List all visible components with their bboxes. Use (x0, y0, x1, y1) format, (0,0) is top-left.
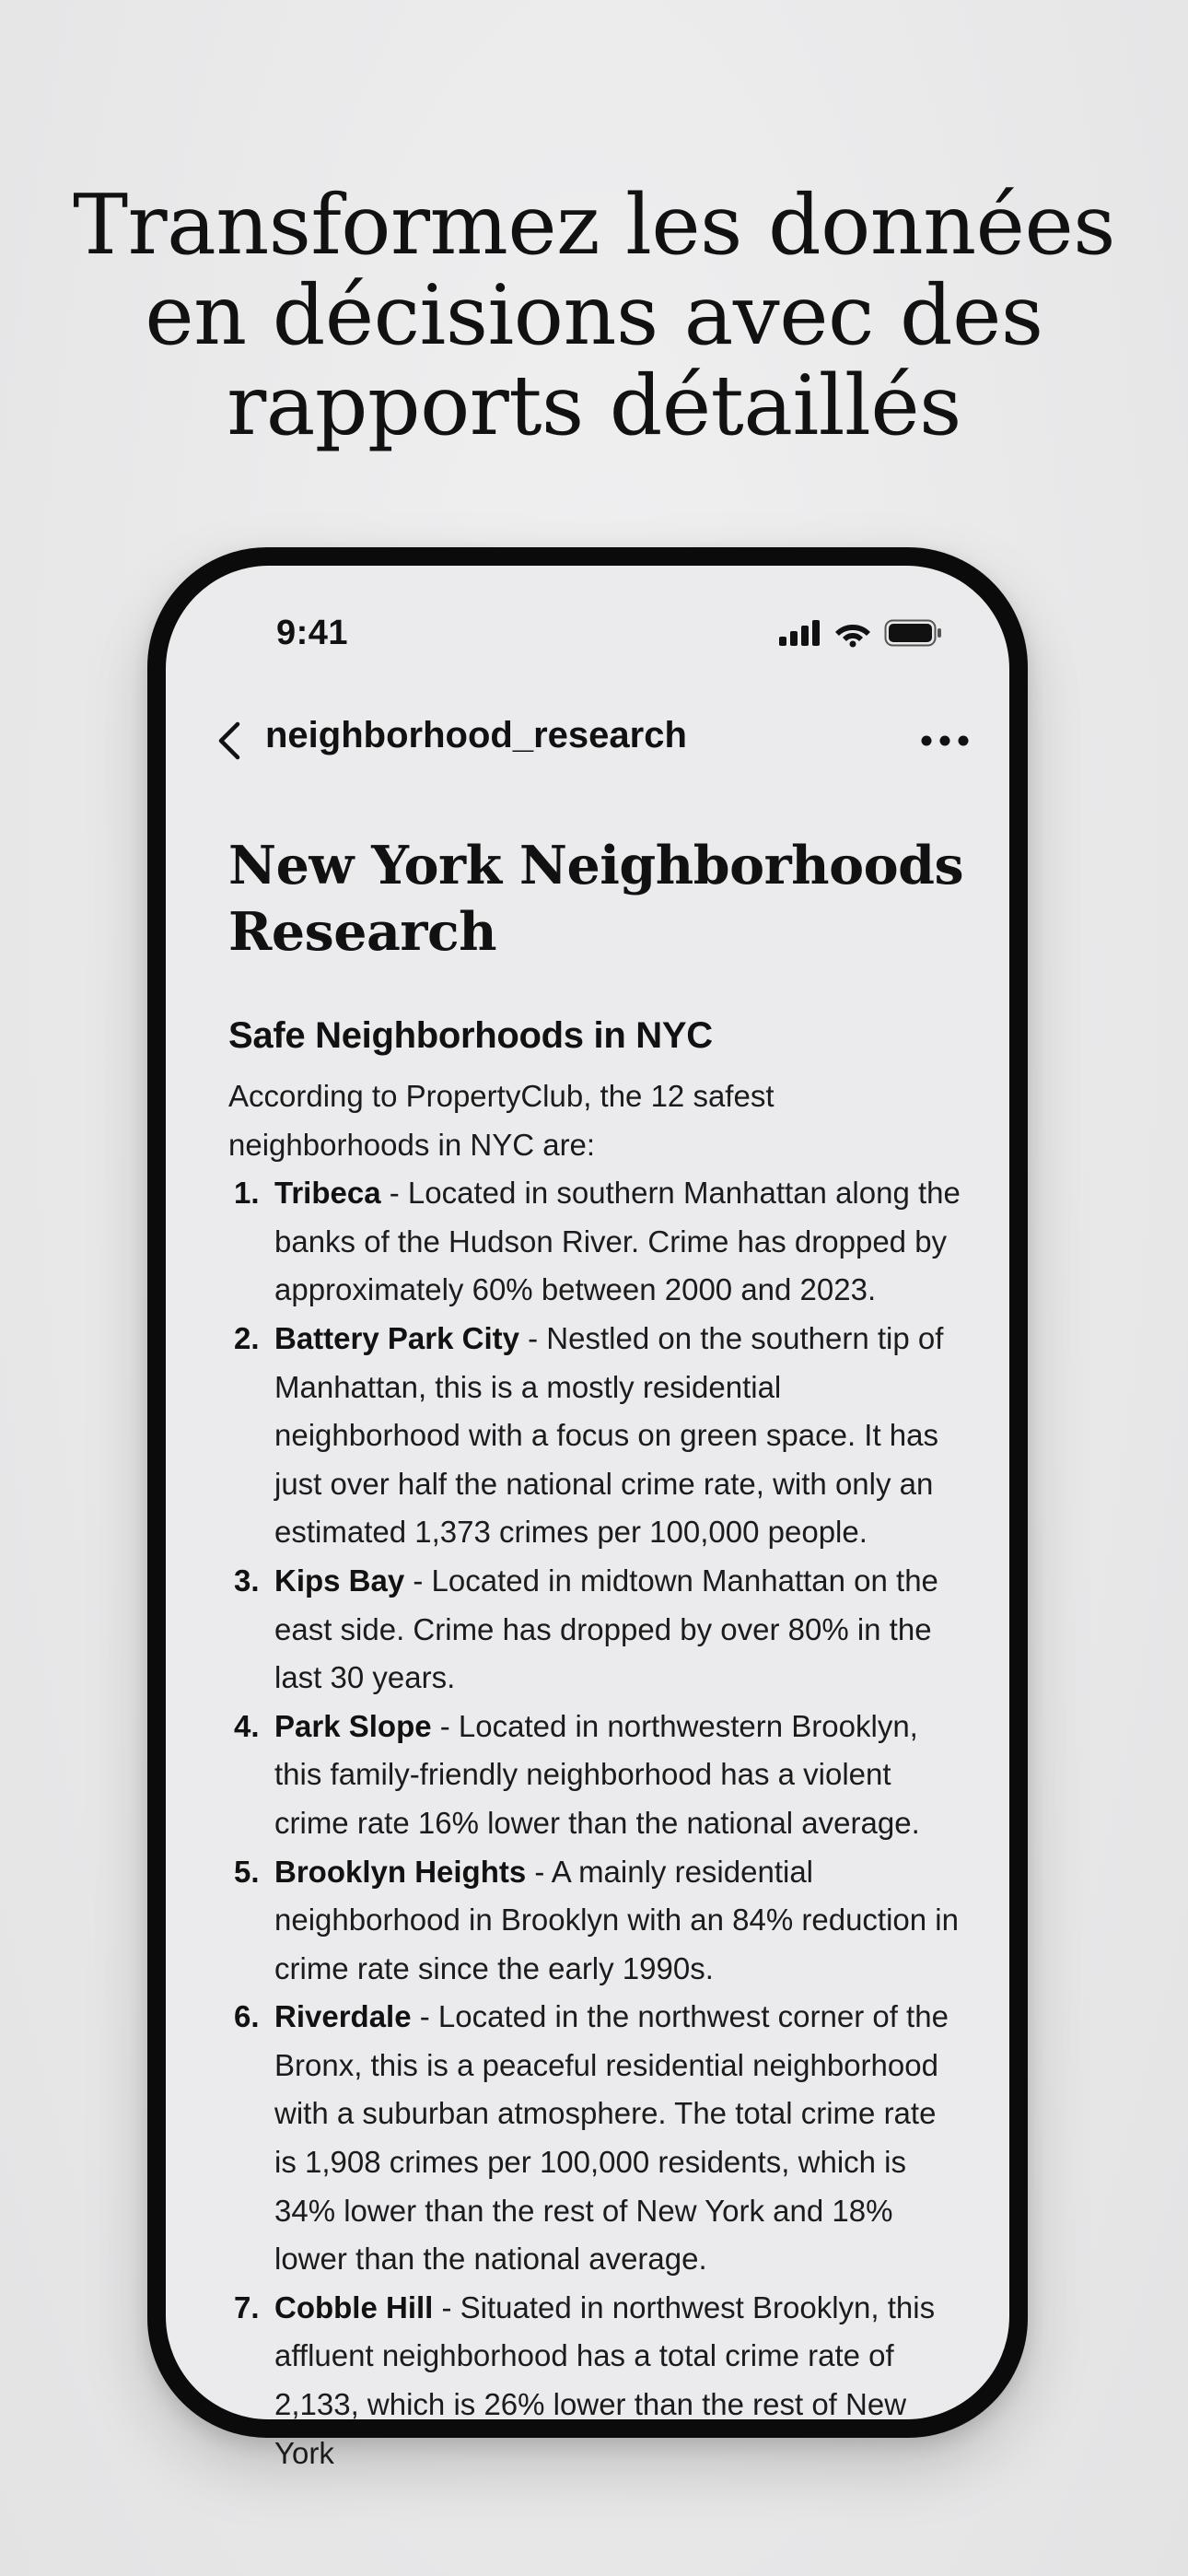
list-item (228, 1315, 965, 1557)
status-icons (779, 619, 943, 647)
battery-icon (884, 619, 943, 647)
list-item-name: Riverdale (274, 1999, 412, 2034)
headline-line-2: en décisions avec des (145, 267, 1043, 364)
list-item-text: - Located in the northwest corner of the Bronx, this is a peaceful residential neighborhood with a suburban atmosphere. The total crime rate is 1,908 crimes per 100,000 residents, which is 34% lower than the rest of New York and 18% lower than the national average. (274, 1999, 949, 2277)
status-time: 9:41 (276, 614, 349, 652)
list-item-name: Cobble Hill (274, 2289, 434, 2324)
list-item (228, 1848, 965, 1994)
wifi-icon (834, 619, 871, 647)
list-item-number: 4. (234, 1708, 260, 1743)
list-item (228, 1993, 965, 2284)
list-item-text: - Located in midtown Manhattan on the east side. Crime has dropped by over 80% in the last 30 years. (274, 1563, 938, 1695)
document-title: New York Neighborhoods Research (228, 835, 964, 963)
neighborhood-list (228, 1169, 965, 2477)
list-item-name: Park Slope (274, 1708, 432, 1743)
intro-paragraph: According to PropertyClub, the 12 safest neighborhoods in NYC are: (228, 1079, 775, 1162)
ellipsis-icon[interactable] (919, 724, 971, 757)
cellular-signal-icon (779, 620, 821, 646)
phone-screen (166, 566, 1009, 2470)
list-item-name: Kips Bay (274, 1563, 405, 1598)
list-item-text: - Located in northwestern Brooklyn, this family-friendly neighborhood has a violent crime rate 16% lower than the national average. (274, 1708, 920, 1840)
marketing-headline (0, 177, 1188, 454)
list-item (228, 1169, 965, 1315)
list-item-name: Battery Park City (274, 1320, 519, 1355)
section-title: Safe Neighborhoods in NYC (228, 1015, 713, 1056)
list-item-number: 7. (234, 2289, 260, 2324)
headline-line-3: rapports détaillés (227, 357, 961, 454)
list-item-number: 6. (234, 1999, 260, 2034)
list-item-name: Tribeca (274, 1176, 381, 1211)
list-item (228, 1703, 965, 1848)
chevron-left-icon[interactable] (212, 720, 249, 761)
list-item-text: - A mainly residential neighborhood in Brooklyn with an 84% reduction in crime rate since the early 1990s. (274, 1854, 959, 1985)
list-item (228, 1557, 965, 1703)
list-item-number: 2. (234, 1320, 260, 1355)
document-body (228, 833, 965, 2477)
list-item-text: - Situated in northwest Brooklyn, this affluent neighborhood has a total crime rate of 2,133, which is 26% lower than the rest of New York (274, 2289, 936, 2470)
list-item-number: 3. (234, 1563, 260, 1598)
nav-bar (166, 704, 1009, 778)
nav-title: neighborhood_research (265, 715, 687, 755)
headline-line-1: Transformez les données (73, 177, 1115, 274)
list-item (228, 2284, 965, 2477)
phone-frame (147, 547, 1028, 2470)
list-item-text: - Nestled on the southern tip of Manhattan, this is a mostly residential neighborhood with a focus on green space. It has just over half the national crime rate, with only an estimated 1,373 crimes per 100,000 people. (274, 1320, 944, 1550)
list-item-name: Brooklyn Heights (274, 1854, 527, 1889)
list-item-number: 1. (234, 1176, 260, 1211)
list-item-text: - Located in southern Manhattan along the banks of the Hudson River. Crime has dropped by approximately 60% between 2000 and 2023. (274, 1176, 961, 1307)
list-item-number: 5. (234, 1854, 260, 1889)
